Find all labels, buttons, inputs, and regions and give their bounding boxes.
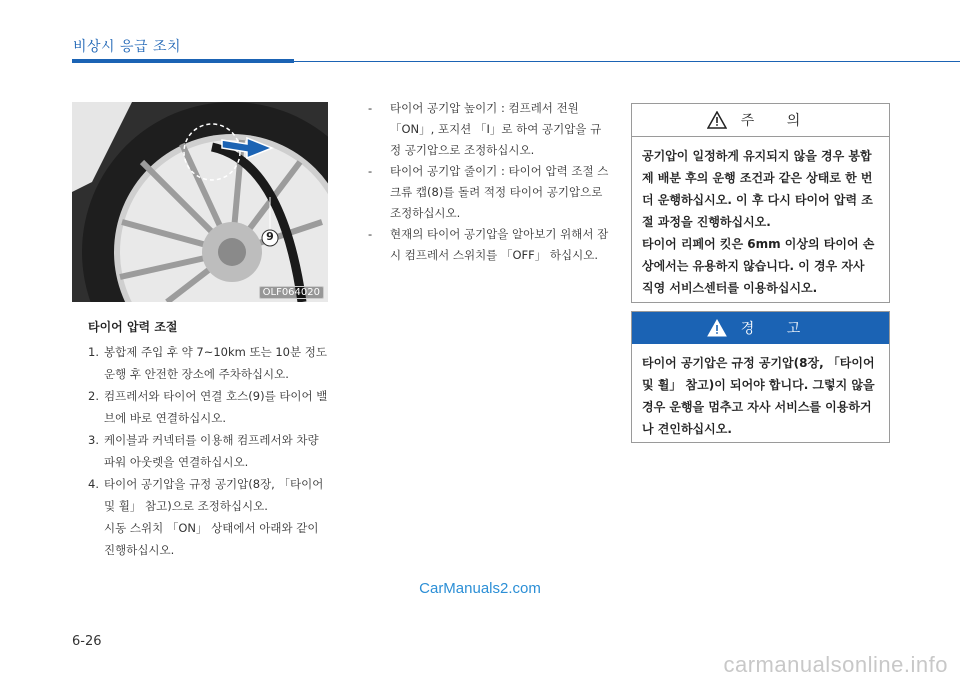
step-text: 컴프레서와 타이어 연결 호스(9)를 타이어 밸브에 바로 연결하십시오. — [104, 389, 328, 425]
watermark-link[interactable]: CarManuals2.com — [419, 580, 541, 597]
item-text: 타이어 공기압 높이기 : 컴프레서 전원 「ON」, 포지션 「I」로 하여 공기압을 규정 공기압으로 조정하십시오. — [390, 101, 602, 157]
warning-header — [632, 312, 889, 344]
caution-paragraph: 공기압이 일정하게 유지되지 않을 경우 봉합제 배분 후의 운행 조건과 같은 상태로 한 번 더 운행하십시오. 이 후 다시 타이어 압력 조절 과정을 진행하십시오. — [642, 149, 873, 229]
figure-callout-number: 9 — [266, 230, 274, 243]
list-item — [88, 341, 328, 385]
tire-repair-figure — [72, 102, 328, 302]
list-item — [88, 385, 328, 429]
list-item — [366, 161, 610, 224]
list-dash: - — [368, 101, 373, 115]
section-header: 비상시 응급 조치 — [73, 39, 182, 55]
footer-watermark: carmanualsonline.info — [723, 652, 948, 677]
header-rule-thick — [72, 59, 294, 63]
list-item — [366, 98, 610, 161]
list-dash: - — [368, 227, 373, 241]
step-text: 타이어 공기압을 규정 공기압(8장, 「타이어 및 휠」 참고)으로 조정하십시오. — [104, 477, 324, 513]
caution-box — [631, 103, 890, 303]
warning-paragraph: 타이어 공기압은 규정 공기압(8장, 「타이어 및 휠」 참고)이 되어야 합니다. 그렇지 않을 경우 운행을 멈추고 자사 서비스를 이용하거나 견인하십시오. — [642, 356, 875, 436]
tire-wheel-illustration — [72, 102, 328, 302]
header-rule-thin — [294, 61, 960, 62]
step-number: 3. — [88, 433, 99, 447]
figure-code: OLF064020 — [259, 286, 324, 299]
list-dash: - — [368, 164, 373, 178]
step-number: 4. — [88, 477, 99, 491]
caution-paragraph: 타이어 리페어 킷은 6mm 이상의 타이어 손상에서는 유용하지 않습니다. 이 경우 자사 직영 서비스센터를 이용하십시오. — [642, 237, 875, 295]
warning-triangle-icon — [707, 111, 727, 129]
warning-title: 경 고 — [740, 321, 815, 337]
caution-title: 주 의 — [740, 113, 815, 129]
step-text: 봉합제 주입 후 약 7~10km 또는 10분 정도 운행 후 안전한 장소에 주차하십시오. — [104, 345, 327, 381]
step-list — [88, 341, 328, 517]
warning-body — [632, 344, 889, 440]
warning-triangle-icon — [707, 319, 727, 337]
step-number: 2. — [88, 389, 99, 403]
page-number: 6-26 — [72, 634, 102, 649]
list-item — [366, 224, 610, 266]
middle-column — [366, 98, 610, 266]
step-text: 케이블과 커넥터를 이용해 컴프레서와 차량 파워 아웃렛을 연결하십시오. — [104, 433, 319, 469]
caution-body — [632, 137, 889, 299]
caution-header — [632, 104, 889, 137]
list-item — [88, 473, 328, 517]
left-column — [88, 318, 328, 561]
step-number: 1. — [88, 345, 99, 359]
warning-box — [631, 311, 890, 443]
section-title: 타이어 압력 조절 — [88, 320, 178, 334]
item-text: 타이어 공기압 줄이기 : 타이어 압력 조절 스크류 캡(8)를 돌려 적정 타이어 공기압으로 조정하십시오. — [390, 164, 609, 220]
list-item — [88, 429, 328, 473]
item-text: 현재의 타이어 공기압을 알아보기 위해서 잠시 컴프레서 스위치를 「OFF」 하십시오. — [390, 227, 609, 262]
step-continuation: 시동 스위치 「ON」 상태에서 아래와 같이 진행하십시오. — [104, 521, 319, 557]
